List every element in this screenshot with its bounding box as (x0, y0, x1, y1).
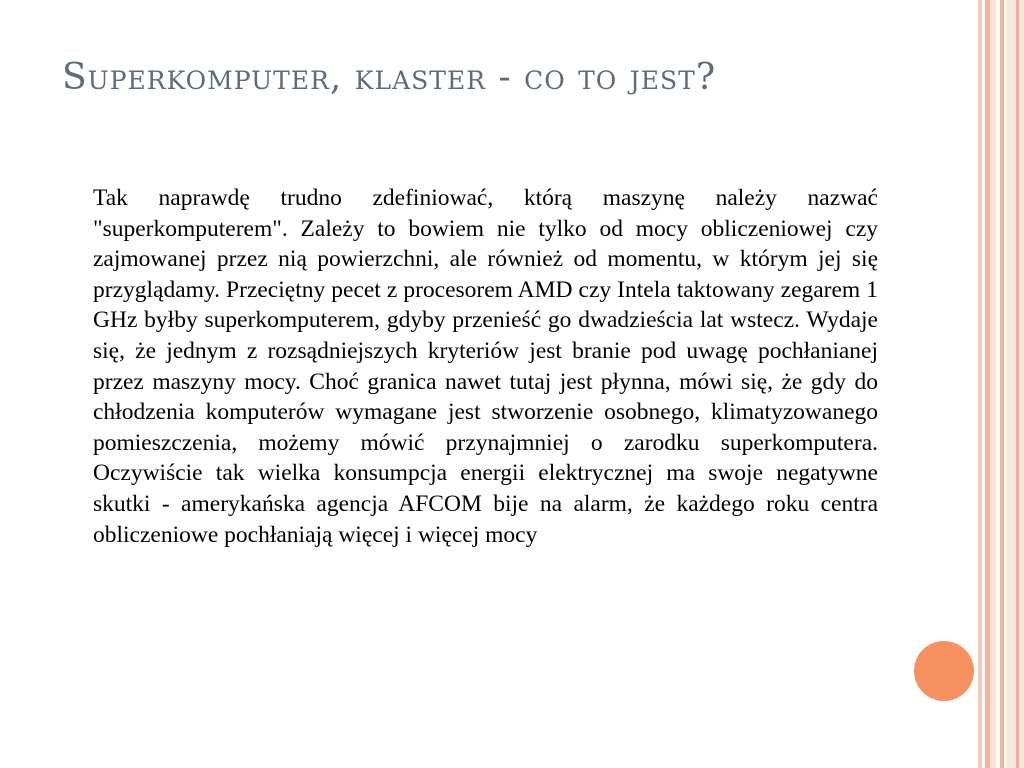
decorative-stripe (1000, 0, 1004, 768)
decorative-stripe (978, 0, 982, 768)
decorative-stripe (990, 0, 996, 768)
slide-title: Superkomputer, klaster - co to jest? (62, 57, 717, 98)
decorative-stripe (1006, 0, 1024, 768)
decorative-circle (914, 641, 974, 701)
decorative-stripe (1016, 0, 1019, 768)
slide-body-text: Tak naprawdę trudno zdefiniować, którą maszynę należy nazwać "superkomputerem". Zależy to bowiem nie tylko od mocy obliczeniowej czy zajmowanej przez nią powierzchni, ale również od momentu, w którym jej się przyglądamy. Przeciętny pecet z procesorem AMD czy Intela taktowany zegarem 1 GHz byłby superkomputerem, gdyby przenieść go dwadzieścia lat wstecz. Wydaje się, że jednym z rozsądniejszych kryteriów jest branie pod uwagę pochłanianej przez maszyny mocy. Choć granica nawet tutaj jest płynna, mówi się, że gdy do chłodzenia komputerów wymagane jest stworzenie osobnego, klimatyzowanego pomieszczenia, możemy mówić przynajmniej o zarodku superkomputera. Oczywiście tak wielka konsumpcja energii elektrycznej ma swoje negatywne skutki - amerykańska agencja AFCOM bije na alarm, że każdego roku centra obliczeniowe pochłaniają więcej i więcej mocy (93, 185, 878, 548)
